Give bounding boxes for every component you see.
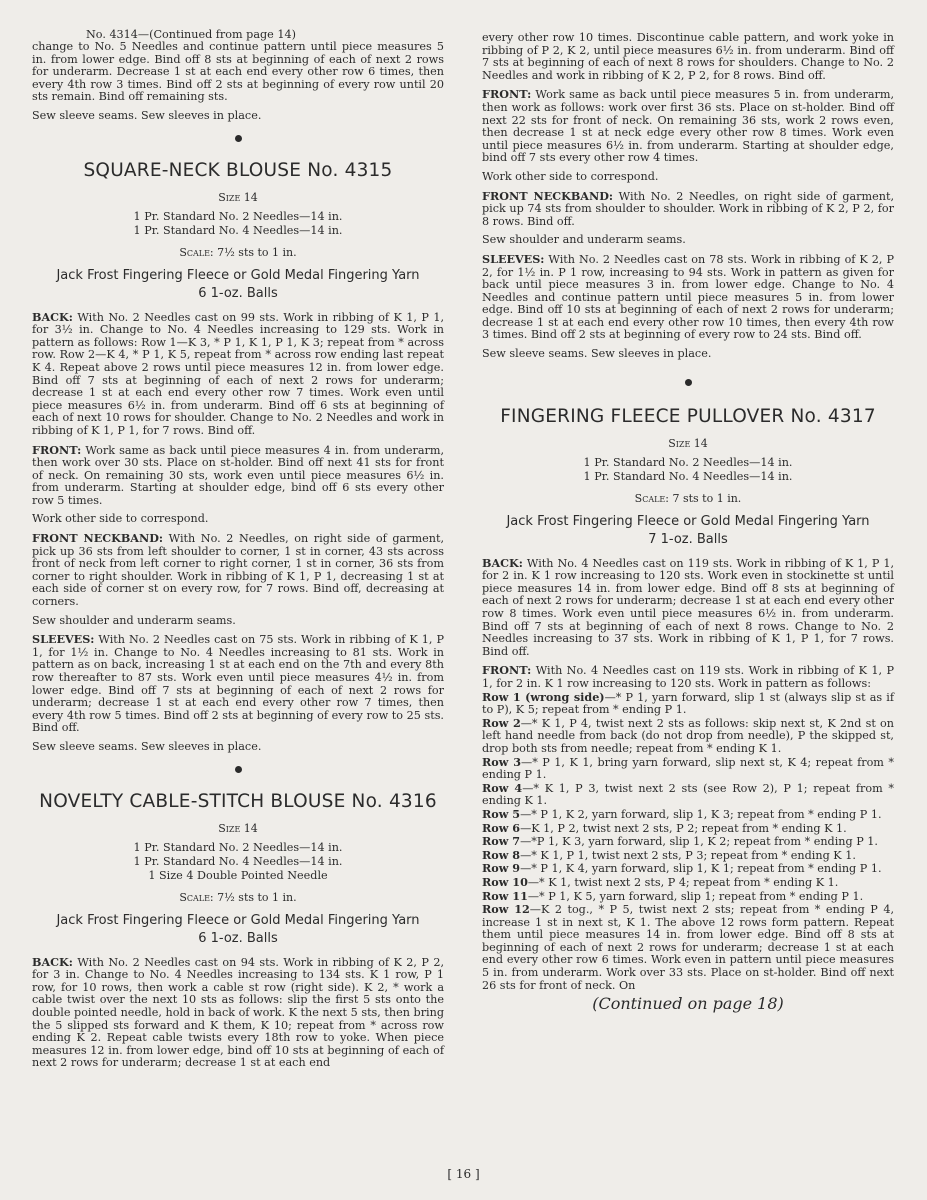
pattern-row: Row 2—* K 1, P 4, twist next 2 sts as follows: skip next st, K 2nd st on left hand needle from back (do not drop from needle), P the skipped st, drop both sts from needle; repeat from * ending K 1.: [482, 715, 894, 755]
section-title: SQUARE-NECK BLOUSE No. 4315: [83, 159, 393, 181]
scale-line: Scale: 7 sts to 1 in.: [634, 491, 742, 505]
size-line: Size 14: [218, 821, 258, 835]
sleeves-instructions: SLEEVES: With No. 2 Needles cast on 75 sts. Work in ribbing of K 1, P 1, for 1½ in. Change to No. 4 Needles increasing to 81 sts. Work in pattern as on back, increasing 1 st at each end on the 7th and every 8th row thereafter to 87 sts. Work even until piece measures 4½ in. from lower edge. Bind off 7 sts at beginning of each of next 2 rows for underarm; decrease 1 st at each end every other row 7 times, then every 4th row 5 times. Bind off 2 sts at beginning of every row to 25 sts. Bind off.: [32, 632, 444, 735]
pattern-row: Row 6—K 1, P 2, twist next 2 sts, P 2; repeat from * ending K 1.: [482, 820, 847, 835]
pattern-row: Row 10—* K 1, twist next 2 sts, P 4; repeat from * ending K 1.: [482, 874, 839, 889]
yarn-heading: Jack Frost Fingering Fleece or Gold Medal Fingering Yarn 6 1-oz. Balls: [56, 912, 420, 946]
paragraph: change to No. 5 Needles and continue pattern until piece measures 5 in. from lower edge. Bind off 8 sts at beginning of each of next 2 rows for underarm. Decrease 1 st at each end every other row 6 times, then every 4th row 3 times. Bind off 2 sts at beginning of every row until 20 sts remain. Bind off remaining sts.: [32, 40, 444, 104]
front-instructions: FRONT: Work same as back until piece measures 4 in. from underarm, then work over 30 sts. Place on st-holder. Bind off next 41 sts for front of neck. On remaining 30 sts, work even until piece measures 6½ in. from underarm. Starting at shoulder edge, bind off 6 sts every other row 5 times.: [32, 442, 444, 507]
back-instructions: BACK: With No. 2 Needles cast on 94 sts. Work in ribbing of K 2, P 2, for 3 in. Change to No. 4 Needles increasing to 134 sts. K 1 row, P 1 row, for 10 rows, then work a cable st row (right side). K 2, * work a cable twist over the next 10 sts as follows: slip the first 5 sts onto the double pointed needle, hold in back of work. K the next 5 sts, then bring the 5 slipped sts forward and K them, K 10; repeat from * across row ending K 2. Repeat cable twists every 18th row to yoke. When piece measures 12 in. from lower edge, bind off 10 sts at beginning of each of next 2 rows for underarm; decrease 1 st at each end: [32, 954, 444, 1070]
neckband-instructions: FRONT NECKBAND: With No. 2 Needles, on right side of garment, pick up 74 sts from shoulder to shoulder. Work in ribbing of K 2, P 2, for 8 rows. Bind off.: [482, 188, 894, 228]
right-column: [482, 32, 894, 1013]
needle-line: 1 Pr. Standard No. 2 Needles—14 in.: [133, 840, 343, 854]
needle-line: 1 Pr. Standard No. 4 Needles—14 in.: [133, 223, 343, 237]
pattern-row: Row 9—* P 1, K 4, yarn forward, slip 1, K 1; repeat from * ending P 1.: [482, 861, 882, 876]
needle-line: 1 Size 4 Double Pointed Needle: [148, 868, 328, 882]
back-instructions: BACK: With No. 2 Needles cast on 99 sts. Work in ribbing of K 1, P 1, for 3½ in. Change to No. 4 Needles increasing to 129 sts. Work in pattern as follows: Row 1—K 3, * P 1, K 1, P 1, K 3; repeat from * across row. Row 2—K 4, * P 1, K 5, repeat from * across row ending last repeat K 4. Repeat above 2 rows until piece measures 12 in. from lower edge. Bind off 7 sts at beginning of each of next 2 rows for underarm; decrease 1 st at each end every other row 7 times. Work even until piece measures 6½ in. from underarm. Bind off 6 sts at beginning of each of next 10 rows for shoulder. Change to No. 2 Needles and work in ribbing of K 1, P 1, for 7 rows. Bind off.: [32, 309, 444, 437]
back-instructions: BACK: With No. 4 Needles cast on 119 sts. Work in ribbing of K 1, P 1, for 2 in. K 1 row increasing to 120 sts. Work even in stockinette st until piece measures 14 in. from lower edge. Bind off 8 sts at beginning of each of next 2 rows for underarm; decrease 1 st at each end every other row 8 times. Work even until piece measures 6½ in. from underarm. Bind off 7 sts at beginning of each of next 8 rows. Change to No. 2 Needles increasing to 37 sts. Work in ribbing of K 1, P 1, for 7 rows. Bind off.: [482, 555, 894, 658]
paragraph: Work other side to correspond.: [482, 169, 659, 183]
front-instructions: FRONT: Work same as back until piece measures 5 in. from underarm, then work as follows: work over first 36 sts. Place on st-holder. Bind off next 22 sts for front of neck. On remaining 36 sts, work 2 rows even, then decrease 1 st at neck edge every other row 8 times. Work even until piece measures 6½ in. from underarm. Starting at shoulder edge, bind off 7 sts every other row 4 times.: [482, 87, 894, 165]
size-line: Size 14: [668, 436, 708, 450]
paragraph: Sew sleeve seams. Sew sleeves in place.: [32, 108, 262, 122]
scale-line: Scale: 7½ sts to 1 in.: [179, 890, 297, 904]
pattern-row: Row 12—K 2 tog., * P 5, twist next 2 sts; repeat from * ending P 4, increase 1 st in next st, K 1. The above 12 rows form pattern. Repeat them until piece measures 14 in. from lower edge. Bind off 8 sts at beginning of each of next 2 rows for underarm; decrease 1 st at each end every other row 6 times. Work even in pattern until piece measures 5 in. from underarm. Work over 33 sts. Place on st-holder. Bind off next 26 sts for front of neck. On: [482, 902, 894, 992]
front-instructions: FRONT: With No. 4 Needles cast on 119 sts. Work in ribbing of K 1, P 1, for 2 in. K 1 row increasing to 120 sts. Work in pattern as follows:: [482, 663, 894, 690]
needle-line: 1 Pr. Standard No. 2 Needles—14 in.: [133, 209, 343, 223]
pattern-row: Row 4—* K 1, P 3, twist next 2 sts (see Row 2), P 1; repeat from * ending K 1.: [482, 780, 894, 808]
continued-from-note: No. 4314—(Continued from page 14): [86, 28, 296, 41]
pattern-rows: [482, 691, 894, 993]
needle-line: 1 Pr. Standard No. 4 Needles—14 in.: [583, 469, 793, 483]
pattern-row: Row 7—*P 1, K 3, yarn forward, slip 1, K 2; repeat from * ending P 1.: [482, 834, 878, 849]
continued-on-note: (Continued on page 18): [592, 994, 784, 1014]
left-column: [32, 28, 444, 1076]
needle-line: 1 Pr. Standard No. 2 Needles—14 in.: [583, 455, 793, 469]
pattern-row: Row 11—* P 1, K 5, yarn forward, slip 1; repeat from * ending P 1.: [482, 888, 864, 903]
neckband-instructions: FRONT NECKBAND: With No. 2 Needles, on right side of garment, pick up 36 sts from left shoulder to corner, 1 st in corner, 43 sts across front of neck from left corner to right corner, 1 st in corner, 36 sts from corner to right shoulder. Work in ribbing of K 1, P 1, decreasing 1 st at each side of corner st on every row, for 7 rows. Bind off, decreasing at corners.: [32, 531, 444, 609]
paragraph: Sew shoulder and underarm seams.: [482, 233, 686, 247]
paragraph: Sew sleeve seams. Sew sleeves in place.: [482, 347, 712, 361]
pattern-row: Row 8—* K 1, P 1, twist next 2 sts, P 3; repeat from * ending K 1.: [482, 847, 856, 862]
section-bullet-icon: [685, 379, 692, 386]
paragraph: every other row 10 times. Discontinue cable pattern, and work yoke in ribbing of P 2, K 2, until piece measures 6½ in. from underarm. Bind off 7 sts at beginning of each of next 8 rows for shoulders. Change to No. 2 Needles and work in ribbing of K 2, P 2, for 8 rows. Bind off.: [482, 31, 894, 82]
pattern-row: Row 3—* P 1, K 1, bring yarn forward, slip next st, K 4; repeat from * ending P 1.: [482, 754, 894, 782]
section-title: FINGERING FLEECE PULLOVER No. 4317: [500, 405, 876, 427]
pattern-row: Row 5—* P 1, K 2, yarn forward, slip 1, K 3; repeat from * ending P 1.: [482, 806, 882, 821]
paragraph: Sew sleeve seams. Sew sleeves in place.: [32, 739, 262, 753]
paragraph: Work other side to correspond.: [32, 512, 209, 526]
section-title: NOVELTY CABLE-STITCH BLOUSE No. 4316: [39, 790, 437, 812]
page-number: [ 16 ]: [447, 1167, 480, 1181]
yarn-heading: Jack Frost Fingering Fleece or Gold Medal Fingering Yarn 6 1-oz. Balls: [56, 267, 420, 301]
scale-line: Scale: 7½ sts to 1 in.: [179, 245, 297, 259]
size-line: Size 14: [218, 190, 258, 204]
yarn-heading: Jack Frost Fingering Fleece or Gold Medal Fingering Yarn 7 1-oz. Balls: [506, 513, 870, 547]
sleeves-instructions: SLEEVES: With No. 2 Needles cast on 78 sts. Work in ribbing of K 2, P 2, for 1½ in. P 1 row, increasing to 94 sts. Work in pattern as given for back until piece measures 3 in. from lower edge. Change to No. 4 Needles and continue pattern until piece measures 5 in. from lower edge. Bind off 10 sts at beginning of each of next 2 rows for underarm; decrease 1 st at each end every other row 10 times, then every 4th row 3 times. Bind off 2 sts at beginning of every row to 24 sts. Bind off.: [482, 251, 894, 342]
pattern-row: Row 1 (wrong side)—* P 1, yarn forward, slip 1 st (always slip st as if to P), K 5; repeat from * ending P 1.: [482, 689, 894, 717]
section-bullet-icon: [235, 135, 242, 142]
section-bullet-icon: [235, 766, 242, 773]
needle-line: 1 Pr. Standard No. 4 Needles—14 in.: [133, 854, 343, 868]
paragraph: Sew shoulder and underarm seams.: [32, 613, 236, 627]
